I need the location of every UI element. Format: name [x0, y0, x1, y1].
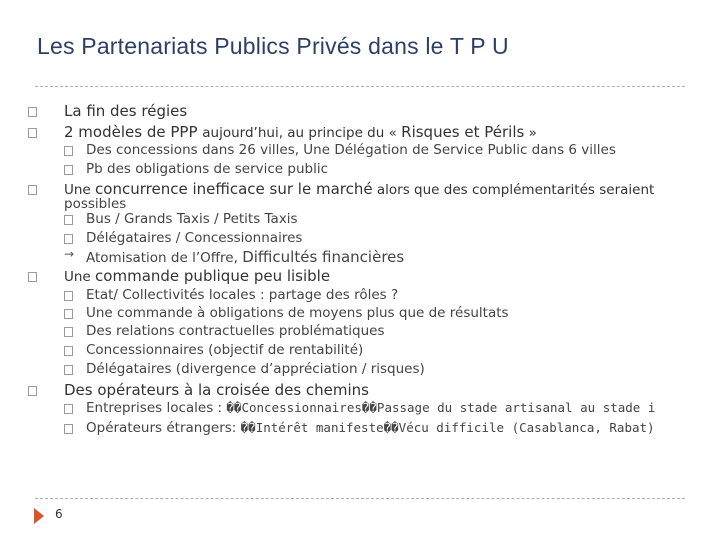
bullet-5-sub-1: [86, 400, 655, 416]
bullet-4: [64, 267, 330, 285]
square-bullet-icon: [28, 107, 37, 117]
square-bullet-icon: [64, 346, 73, 356]
bullet-5-sub-1-text: Entreprises locales :: [86, 400, 227, 416]
bullet-4-sub-3-text: Des relations contractuelles problématiques: [86, 323, 385, 339]
bullet-5-sub-2-mono: ��Intérêt manifeste��Vécu difficile (Casablanca, Rabat): [240, 420, 655, 435]
bullet-2-sub-1-text: Des concessions dans 26 villes, Une Délégation de Service Public dans 6 villes: [86, 142, 616, 158]
bullet-2-text-mid: aujourd’hui, au principe du «: [202, 125, 402, 141]
bullet-1-text: La fin des régies: [64, 102, 188, 120]
bullet-4-sub-2-text: Une commande à obligations de moyens plus que de résultats: [86, 305, 509, 321]
bottom-divider: [35, 498, 685, 499]
bullet-4-sub-1-text: Etat/ Collectivités locales : partage des rôles ?: [86, 287, 399, 303]
bullet-5: [64, 381, 369, 399]
slide-title: Les Partenariats Publics Privés dans le T P U: [37, 33, 509, 59]
bullet-3: [64, 180, 654, 198]
square-bullet-icon: [28, 128, 37, 138]
bullet-5-sub-2: [86, 420, 655, 436]
bullet-3-sub-3-text: Atomisation de l’Offre,: [86, 250, 243, 266]
bullet-4-text-bold: commande publique peu lisible: [95, 267, 331, 285]
square-bullet-icon: [64, 404, 73, 414]
square-bullet-icon: [28, 386, 37, 396]
bullet-3-sub-1-text: Bus / Grands Taxis / Petits Taxis: [86, 211, 298, 227]
square-bullet-icon: [64, 291, 73, 301]
bullet-2-sub-2: [86, 161, 328, 177]
bullet-4-text-pre: Une: [64, 269, 96, 285]
bullet-2-text-pre: 2 modèles de PPP: [64, 123, 203, 141]
bullet-3-sub-3: [64, 247, 405, 266]
bullet-2-sub-1: [86, 142, 616, 158]
bullet-3-sub-3-bold: Difficultés financières: [242, 248, 405, 266]
square-bullet-icon: [64, 146, 73, 156]
bullet-2-text-post: »: [524, 125, 537, 141]
bullet-5-sub-1-mono: ��Concessionnaires��Passage du stade artisanal au stade i: [226, 400, 656, 415]
bullet-3-text-post: alors que des complémentarités seraient: [372, 182, 655, 198]
bullet-4-sub-4-text: Concessionnaires (objectif de rentabilité): [86, 342, 364, 358]
bullet-3-sub-1: [86, 211, 298, 227]
bullet-2-sub-2-text: Pb des obligations de service public: [86, 161, 328, 177]
bullet-1: [64, 102, 187, 120]
square-bullet-icon: [64, 327, 73, 337]
bullet-3-continuation: possibles: [64, 196, 127, 212]
bullet-5-sub-2-text: Opérateurs étrangers:: [86, 420, 241, 436]
bullet-3-text-bold: concurrence inefficace sur le marché: [95, 180, 373, 198]
right-arrow-icon: →: [64, 247, 75, 261]
top-divider: [35, 86, 685, 87]
triangle-icon: [34, 508, 44, 524]
square-bullet-icon: [64, 365, 73, 375]
bullet-4-sub-1: [86, 287, 398, 303]
page-number: 6: [55, 507, 63, 521]
square-bullet-icon: [64, 165, 73, 175]
square-bullet-icon: [64, 234, 73, 244]
bullet-3-sub-2: [86, 230, 302, 246]
square-bullet-icon: [28, 272, 37, 282]
square-bullet-icon: [28, 185, 37, 195]
square-bullet-icon: [64, 309, 73, 319]
bullet-2-text-bold: Risques et Périls: [401, 123, 525, 141]
bullet-3-text-pre: Une: [64, 182, 96, 198]
bullet-3-sub-2-text: Délégataires / Concessionnaires: [86, 230, 303, 246]
square-bullet-icon: [64, 424, 73, 434]
square-bullet-icon: [64, 215, 73, 225]
bullet-5-text: Des opérateurs à la croisée des chemins: [64, 381, 369, 399]
bullet-4-sub-5: [86, 361, 425, 377]
bullet-4-sub-2: [86, 305, 509, 321]
bullet-4-sub-4: [86, 342, 363, 358]
bullet-4-sub-5-text: Délégataires (divergence d’appréciation / risques): [86, 361, 425, 377]
bullet-4-sub-3: [86, 323, 385, 339]
bullet-2: [64, 123, 537, 141]
